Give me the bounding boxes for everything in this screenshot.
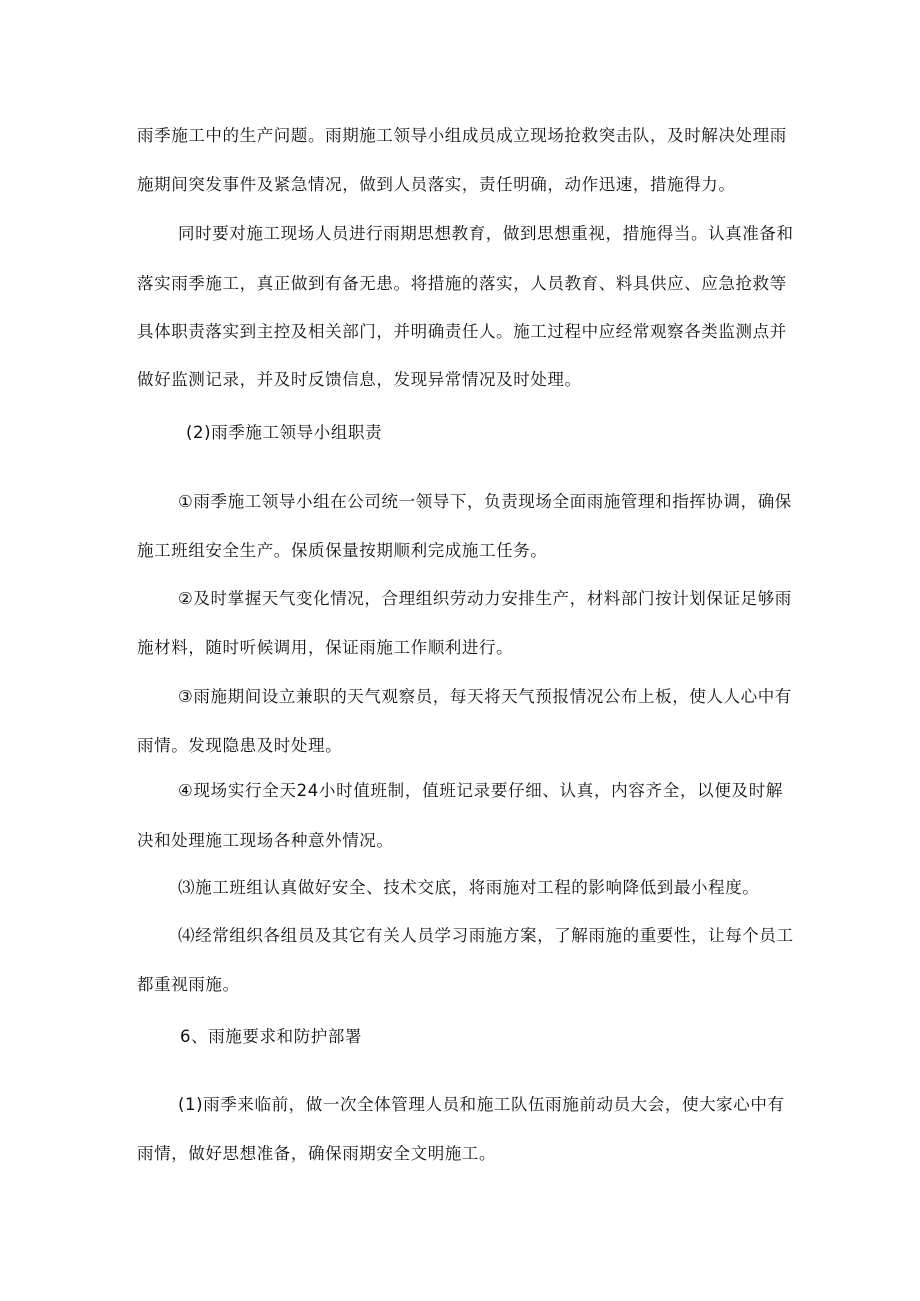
item-5-line-1: ⑶施工班组认真做好安全、技术交底，将雨施对工程的影响降低到最小程度。: [178, 878, 760, 897]
section-heading-6: 6、雨施要求和防护部署: [180, 1027, 363, 1046]
item-3-line-1: ③雨施期间设立兼职的天气观察员，每天将天气预报情况公布上板，使人人心中有: [178, 687, 792, 706]
item-2-line-1: ②及时掌握天气变化情况，合理组织劳动力安排生产，材料部门按计划保证足够雨: [178, 589, 792, 608]
item-1-line-1: ①雨季施工领导小组在公司统一领导下，负责现场全面雨施管理和指挥协调，确保: [178, 492, 792, 511]
item-4-line-1: ④现场实行全天24小时值班制，值班记录要仔细、认真，内容齐全，以便及时解: [178, 781, 783, 800]
item-1-line-2: 施工班组安全生产。保质保量按期顺利完成施工任务。: [137, 541, 548, 560]
section-heading-2: (2)雨季施工领导小组职责: [186, 423, 383, 442]
item-7-line-1: (1)雨季来临前，做一次全体管理人员和施工队伍雨施前动员大会，使大家心中有: [178, 1095, 785, 1114]
item-2-line-2: 施材料，随时听候调用，保证雨施工作顺利进行。: [137, 638, 514, 657]
paragraph-2-line-3: 具体职责落实到主控及相关部门，并明确责任人。施工过程中应经常观察各类监测点并: [137, 322, 787, 341]
paragraph-1-line-2: 施期间突发事件及紧急情况，做到人员落实，责任明确，动作迅速，措施得力。: [137, 175, 736, 194]
paragraph-2-line-2: 落实雨季施工，真正做到有备无患。将措施的落实，人员教育、料具供应、应急抢救等: [137, 274, 787, 293]
paragraph-1-line-1: 雨季施工中的生产问题。雨期施工领导小组成员成立现场抢救突击队，及时解决处理雨: [137, 126, 787, 145]
item-7-line-2: 雨情，做好思想准备，确保雨期安全文明施工。: [137, 1144, 497, 1163]
paragraph-2-line-4: 做好监测记录，并及时反馈信息，发现异常情况及时处理。: [137, 370, 582, 389]
item-6-line-1: ⑷经常组织各组员及其它有关人员学习雨施方案，了解雨施的重要性，让每个员工: [178, 926, 794, 945]
item-4-line-2: 决和处理施工现场各种意外情况。: [137, 831, 394, 850]
item-3-line-2: 雨情。发现隐患及时处理。: [137, 736, 343, 755]
item-6-line-2: 都重视雨施。: [137, 975, 240, 994]
paragraph-2-line-1: 同时要对施工现场人员进行雨期思想教育，做到思想重视，措施得当。认真准备和: [178, 224, 794, 243]
